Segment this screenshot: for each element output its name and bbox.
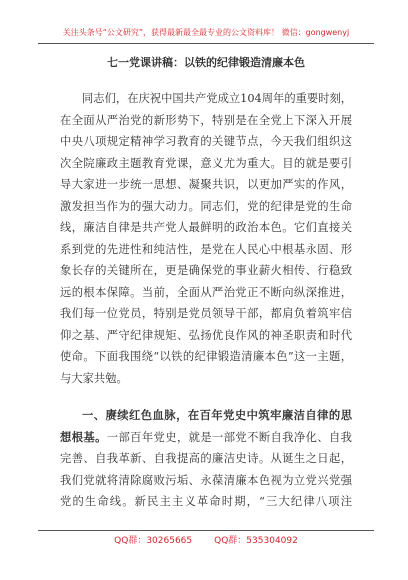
section-heading-tail: 想根基。 <box>60 429 107 444</box>
paragraph-line: 次全院廉政主题教育党课，意义尤为重大。目的就是要引 <box>60 156 352 170</box>
paragraph-line: 激发担当作为的强大动力。同志们，党的纪律是党的生命 <box>60 199 352 213</box>
paragraph-line: 象长存的关键所在，更是确保党的事业薪火相传、行稳致 <box>60 264 352 277</box>
paragraph-line: 线，廉洁自律是共产党人最鲜明的政治本色。它们直接关 <box>60 221 352 234</box>
page-header-banner: 关注头条号“公文研究”，获得最新最全最专业的公文资料库！ 微信：gongwenyj <box>62 28 350 37</box>
paragraph-line: 在全面从严治党的新形势下，特别是在全党上下深入开展 <box>60 113 352 127</box>
paragraph-line: 导大家进一步统一思想、凝聚共识，以更加严实的作风， <box>60 178 352 191</box>
section-heading: 一、赓续红色血脉，在百年党史中筑牢廉洁自律的思 <box>82 408 352 422</box>
paragraph-line: 使命。下面我围绕“以铁的纪律锻造清廉本色”这一主题， <box>60 350 352 363</box>
paragraph-line: 远的根本保障。当前，全面从严治党正不断向纵深推进， <box>60 285 352 299</box>
paragraph-line: 中央八项规定精神学习教育的关键节点，今天我们组织这 <box>60 135 352 148</box>
footer-qq-group-2: QQ群：535304092 <box>214 536 298 546</box>
paragraph-line: 系到党的先进性和纯洁性，是党在人民心中根基永固、形 <box>60 242 352 256</box>
page-footer <box>38 535 374 547</box>
opening-paragraph <box>60 88 352 389</box>
paragraph-line: 仰之基、严守纪律规矩、弘扬优良作风的神圣职责和时代 <box>60 328 352 342</box>
paragraph-line: 党的生命线。新民主主义革命时期，“三大纪律八项注 <box>60 495 352 508</box>
paragraph-line: 我们每一位党员，特别是党员领导干部，都肩负着筑牢信 <box>60 307 352 320</box>
header-divider <box>38 43 374 44</box>
document-title: 七一党课讲稿：以铁的纪律锻造清廉本色 <box>107 56 305 69</box>
paragraph-line: 与大家共勉。 <box>60 371 128 385</box>
paragraph-line: 我们党就将清除腐败污垢、永葆清廉本色视为立党兴党强 <box>60 473 352 487</box>
paragraph-line <box>60 427 352 449</box>
paragraph-line: 同志们，在庆祝中国共产党成立104周年的重要时刻， <box>82 92 352 105</box>
section-text: 一部百年党史，就是一部党不断自我净化、自我 <box>106 430 352 444</box>
paragraph-line: 完善、自我革新、自我提高的廉洁史诗。从诞生之日起， <box>60 452 352 465</box>
section-one <box>60 405 352 513</box>
footer-divider <box>38 530 374 531</box>
footer-qq-group-1: QQ群：30265665 <box>114 536 193 546</box>
